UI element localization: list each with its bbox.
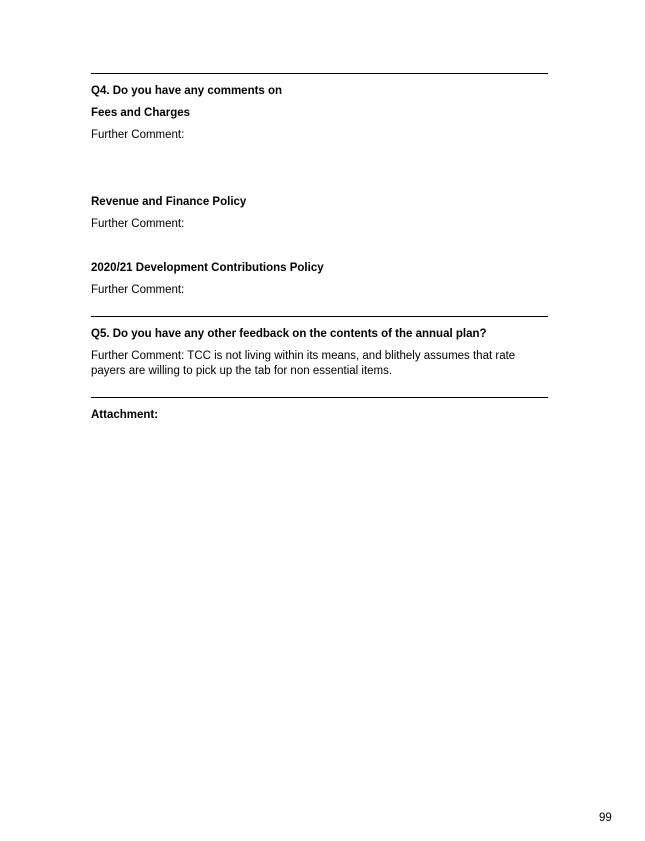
further-comment-revenue: Further Comment:: [91, 218, 185, 230]
divider-top: [91, 73, 548, 74]
q5-further-comment: Further Comment: TCC is not living within its means, and blithely assumes that rate payers are willing to pick up the tab for non essential items.: [91, 350, 516, 377]
divider-attachment: [91, 397, 548, 398]
q4-heading: Q4. Do you have any comments on: [91, 85, 283, 97]
section-title-revenue-finance: Revenue and Finance Policy: [91, 196, 247, 208]
section-title-fees-and-charges: Fees and Charges: [91, 107, 191, 119]
attachment-label: Attachment:: [91, 409, 159, 421]
q5-heading: Q5. Do you have any other feedback on the contents of the annual plan?: [91, 328, 487, 340]
further-comment-fees: Further Comment:: [91, 129, 185, 141]
section-title-development-contributions: 2020/21 Development Contributions Policy: [91, 262, 324, 274]
page-number: 99: [599, 812, 612, 824]
divider-q5: [91, 316, 548, 317]
further-comment-development: Further Comment:: [91, 284, 185, 296]
